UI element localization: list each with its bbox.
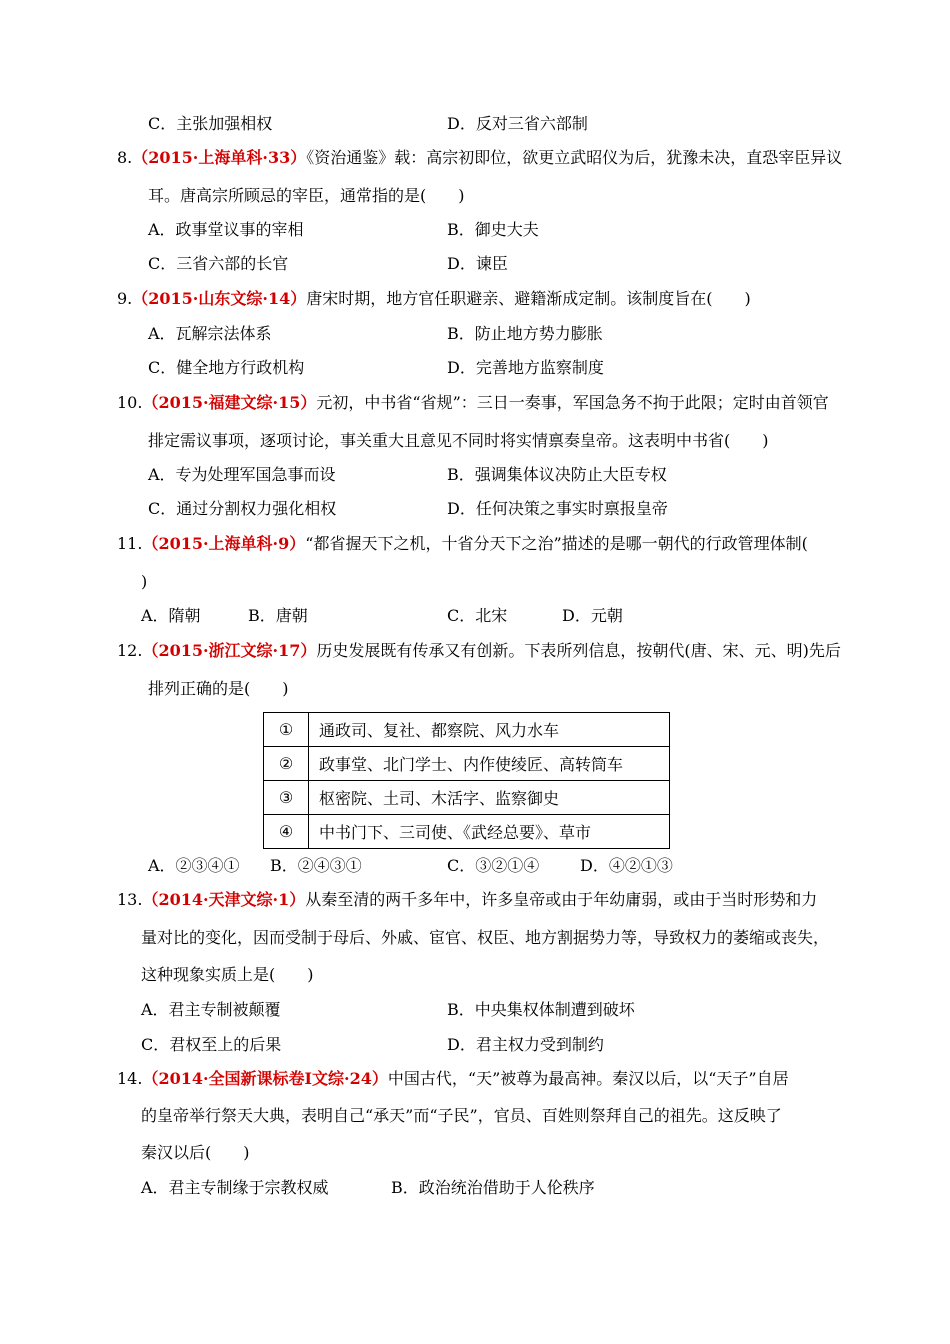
q12-option-a: A．②③④① xyxy=(148,856,240,875)
q14-source: （2014·全国新课标卷Ⅰ文综·24） xyxy=(142,1069,388,1088)
q13-stem xyxy=(117,890,817,910)
q14-option-a: A．君主专制缘于宗教权威 xyxy=(141,1178,329,1197)
q8-option-b: B．御史大夫 xyxy=(447,220,539,239)
q12-option-c: C．③②①④ xyxy=(447,856,540,875)
q11-option-b: B．唐朝 xyxy=(248,606,308,625)
table-row xyxy=(264,747,670,781)
q14-number: 14. xyxy=(117,1069,143,1088)
q13-option-a: A．君主专制被颠覆 xyxy=(141,1000,281,1019)
q12-number: 12. xyxy=(117,641,143,660)
row-content: 中书门下、三司使、《武经总要》、草市 xyxy=(309,815,670,849)
q12-stem xyxy=(117,641,841,661)
q10-source: （2015·福建文综·15） xyxy=(142,393,317,412)
q13-stem-cont: 量对比的变化，因而受制于母后、外戚、宦官、权臣、地方割据势力等，导致权力的萎缩或丧失， xyxy=(141,928,830,947)
q11-option-d: D．元朝 xyxy=(562,606,623,625)
q8-source: （2015·上海单科·33） xyxy=(132,148,307,167)
q13-option-b: B．中央集权体制遭到破坏 xyxy=(447,1000,635,1019)
q10-option-c: C．通过分割权力强化相权 xyxy=(148,499,337,518)
q9-option-a: A．瓦解宗法体系 xyxy=(148,324,272,343)
q11-text: “都省握天下之机，十省分天下之治”描述的是哪一朝代的行政管理体制( xyxy=(305,534,808,553)
q7-option-c: C．主张加强相权 xyxy=(148,114,273,133)
q10-option-d: D．任何决策之事实时禀报皇帝 xyxy=(447,499,668,518)
q9-stem xyxy=(117,289,751,309)
q14-text: 中国古代，“天”被尊为最高神。秦汉以后，以“天子”自居 xyxy=(387,1069,789,1088)
q13-option-d: D．君主权力受到制约 xyxy=(447,1035,604,1054)
q10-text: 元初，中书省“省规”：三日一奏事，军国急务不拘于此限；定时由首领官 xyxy=(316,393,829,412)
q14-stem-cont2: 秦汉以后( ) xyxy=(141,1143,250,1162)
q14-stem xyxy=(117,1069,789,1089)
q12-option-d: D．④②①③ xyxy=(580,856,673,875)
q9-source: （2015·山东文综·14） xyxy=(132,289,307,308)
q11-option-a: A．隋朝 xyxy=(141,606,201,625)
q8-option-c: C．三省六部的长官 xyxy=(148,254,289,273)
q13-stem-cont2: 这种现象实质上是( ) xyxy=(141,965,314,984)
q9-option-d: D．完善地方监察制度 xyxy=(447,358,604,377)
row-content: 枢密院、土司、木活字、监察御史 xyxy=(309,781,670,815)
q9-option-b: B．防止地方势力膨胀 xyxy=(447,324,603,343)
q8-text: 《资治通鉴》载：高宗初即位，欲更立武昭仪为后，犹豫未决，直恐宰臣异议 xyxy=(306,148,843,167)
q13-number: 13. xyxy=(117,890,143,909)
q11-option-c: C．北宋 xyxy=(447,606,508,625)
table-row xyxy=(264,713,670,747)
q10-number: 10. xyxy=(117,393,143,412)
q13-option-c: C．君权至上的后果 xyxy=(141,1035,282,1054)
q14-stem-cont: 的皇帝举行祭天大典，表明自己“承天”而“子民”，官员、百姓则祭拜自己的祖先。这反映了 xyxy=(141,1106,782,1125)
q13-source: （2014·天津文综·1） xyxy=(142,890,306,909)
q7-option-d: D．反对三省六部制 xyxy=(447,114,588,133)
q10-option-a: A．专为处理军国急事而设 xyxy=(148,465,336,484)
q13-text: 从秦至清的两千多年中，许多皇帝或由于年幼庸弱，或由于当时形势和力 xyxy=(305,890,818,909)
row-content: 政事堂、北门学士、内作使绫匠、高转筒车 xyxy=(309,747,670,781)
q12-info-table xyxy=(263,712,670,849)
q12-text: 历史发展既有传承又有创新。下表所列信息，按朝代(唐、宋、元、明)先后 xyxy=(316,641,841,660)
q8-option-d: D．谏臣 xyxy=(447,254,508,273)
q11-number: 11. xyxy=(117,534,143,553)
q8-option-a: A．政事堂议事的宰相 xyxy=(148,220,304,239)
row-content: 通政司、复社、都察院、风力水车 xyxy=(309,713,670,747)
q12-option-b: B．②④③① xyxy=(270,856,362,875)
q8-stem-cont: 耳。唐高宗所顾忌的宰臣，通常指的是( ) xyxy=(148,186,465,205)
q10-stem xyxy=(117,393,829,413)
table-row xyxy=(264,815,670,849)
row-number: ① xyxy=(264,713,309,747)
q14-option-b: B．政治统治借助于人伦秩序 xyxy=(391,1178,595,1197)
row-number: ④ xyxy=(264,815,309,849)
q10-option-b: B．强调集体议决防止大臣专权 xyxy=(447,465,667,484)
table-row xyxy=(264,781,670,815)
q9-number: 9. xyxy=(117,289,133,308)
q9-option-c: C．健全地方行政机构 xyxy=(148,358,305,377)
q12-source: （2015·浙江文综·17） xyxy=(142,641,317,660)
row-number: ② xyxy=(264,747,309,781)
q10-stem-cont: 排定需议事项，逐项讨论，事关重大且意见不同时将实情禀奏皇帝。这表明中书省( ) xyxy=(148,431,769,450)
q11-source: （2015·上海单科·9） xyxy=(142,534,306,553)
q12-stem-cont: 排列正确的是( ) xyxy=(148,679,289,698)
q8-number: 8. xyxy=(117,148,133,167)
q11-stem-cont: ) xyxy=(141,572,148,591)
row-number: ③ xyxy=(264,781,309,815)
q9-text: 唐宋时期，地方官任职避亲、避籍渐成定制。该制度旨在( ) xyxy=(306,289,751,308)
q8-stem xyxy=(117,148,842,168)
q11-stem xyxy=(117,534,808,554)
